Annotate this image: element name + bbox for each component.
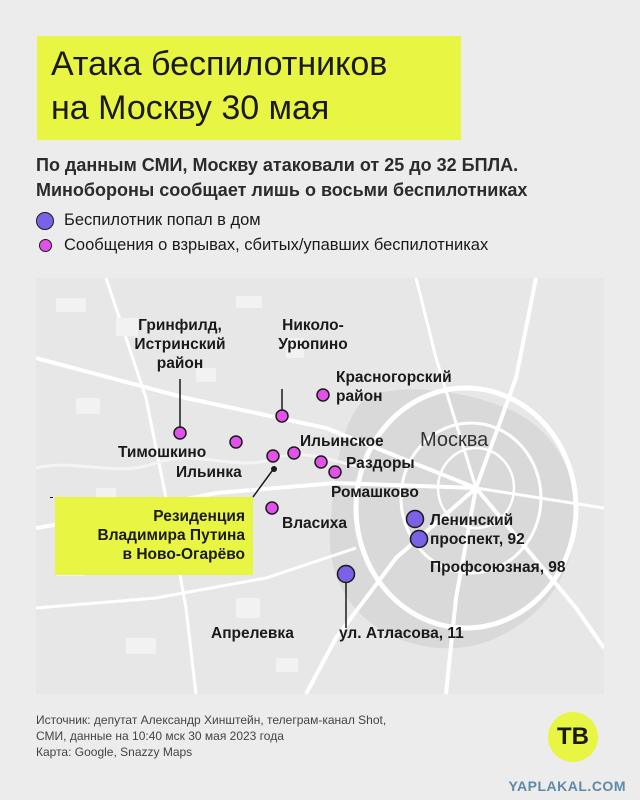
publisher-logo	[548, 712, 598, 762]
label-profsoyuznaya: Профсоюзная, 98	[430, 559, 566, 576]
marker-romashkovo	[329, 466, 341, 478]
legend-house-hit	[36, 211, 261, 230]
label-romashkovo: Ромашково	[331, 484, 419, 501]
label-atlasova: ул. Атласова, 11	[339, 625, 464, 642]
report-marker-icon	[39, 239, 52, 252]
subtitle-line-2: Минобороны сообщает лишь о восьми беспилотниках	[36, 180, 528, 200]
label-aprelevka: Апрелевка	[211, 625, 294, 642]
label-ilyinka: Ильинка	[176, 464, 242, 481]
marker-razdory	[315, 456, 327, 468]
subtitle-line-1: По данным СМИ, Москву атаковали от 25 до 32 БПЛА.	[36, 155, 519, 175]
marker-ilyinka-2	[288, 447, 300, 459]
title-line-1: Атака беспилотников	[51, 45, 388, 83]
legend-house-hit-label: Беспилотник попал в дом	[64, 211, 261, 229]
source-note: Источник: депутат Александр Хинштейн, телеграм-канал Shot, СМИ, данные на 10:40 мск 30 мая 2023 года Карта: Google, Snazzy Maps	[36, 713, 387, 759]
label-razdory: Раздоры	[346, 455, 415, 472]
label-leninsky: Ленинский проспект, 92	[430, 512, 525, 548]
title-box	[37, 36, 461, 140]
label-timoshkino: Тимошкино	[118, 444, 207, 461]
label-krasnogorsk: Красногорский район	[336, 369, 452, 405]
watermark-text: YAPLAKAL.COM	[508, 778, 626, 794]
label-vlasikha: Власиха	[282, 515, 348, 532]
marker-nikolo-uryupino	[276, 410, 288, 422]
watermark-bar	[0, 772, 640, 800]
label-ilyinskoe: Ильинское	[300, 433, 384, 450]
marker-leninsky	[407, 511, 424, 528]
logo-text: ТВ	[557, 723, 589, 750]
marker-atlasova	[338, 566, 355, 583]
label-nikolo-uryupino: Николо- Урюпино	[278, 317, 348, 353]
label-putin-residence: Резиденция Владимира Путина в Ново-Огарёво	[55, 497, 253, 575]
house-hit-marker-icon	[36, 212, 54, 230]
city-label-moscow: Москва	[420, 429, 489, 451]
marker-vlasikha	[266, 502, 278, 514]
title-line-2: на Москву 30 мая	[51, 89, 330, 127]
label-greenfield: Гринфилд, Истринский район	[134, 317, 226, 372]
subtitle	[36, 153, 616, 203]
marker-timoshkino	[174, 427, 186, 439]
marker-ilyinka	[267, 450, 279, 462]
marker-profsoyuznaya	[411, 531, 428, 548]
legend-reports	[36, 236, 488, 255]
marker-timoshkino-2	[230, 436, 242, 448]
legend-reports-label: Сообщения о взрывах, сбитых/упавших беспилотниках	[64, 236, 489, 254]
marker-krasnogorsk	[317, 389, 329, 401]
